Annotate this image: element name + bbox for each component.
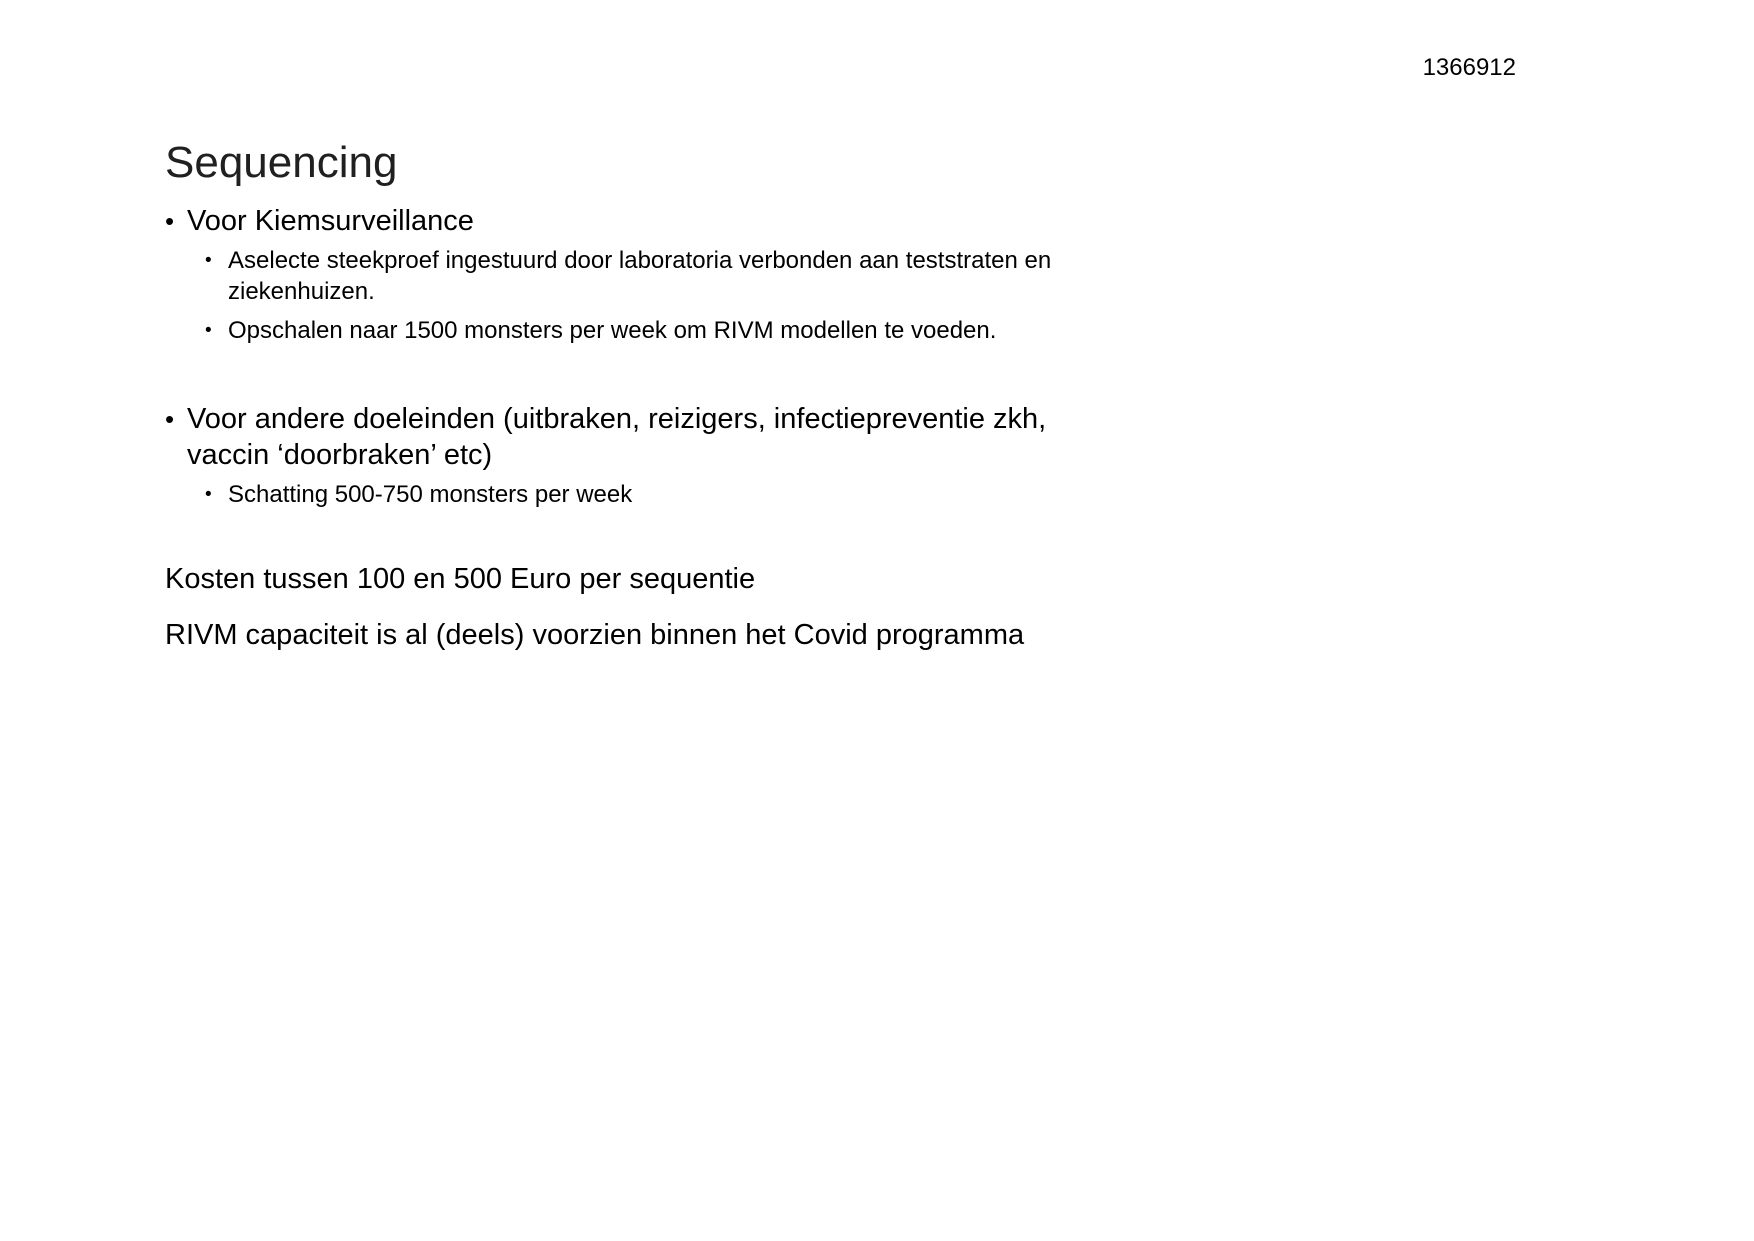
spacer xyxy=(165,355,1265,401)
bullet-marker: • xyxy=(165,205,175,236)
bullet-item xyxy=(165,203,1265,239)
paragraph-rivm-capaciteit: RIVM capaciteit is al (deels) voorzien binnen het Covid programma xyxy=(165,618,1025,651)
sub-bullet-item xyxy=(205,245,1265,307)
sub-bullet-list xyxy=(205,245,1265,347)
bullet-marker: • xyxy=(205,249,212,271)
bullet-group-kiemsurveillance xyxy=(165,203,1265,347)
bullet-group-andere-doeleinden xyxy=(165,401,1265,511)
sub-bullet-item xyxy=(205,315,1265,346)
sub-bullet-text: Aselecte steekproef ingestuurd door laboratoria verbonden aan teststraten en ziekenhuizen. xyxy=(228,246,1052,306)
sub-bullet-item xyxy=(205,479,1265,510)
bullet-text: Voor Kiemsurveillance xyxy=(187,204,474,237)
sub-bullet-text: Schatting 500-750 monsters per week xyxy=(228,481,633,509)
sub-bullet-list xyxy=(205,479,1265,510)
sub-bullet-text: Opschalen naar 1500 monsters per week om RIVM modellen te voeden. xyxy=(228,317,997,345)
document-number: 1366912 xyxy=(1422,54,1516,81)
bullet-marker: • xyxy=(205,320,212,342)
bullet-marker: • xyxy=(205,484,212,506)
bullet-marker: • xyxy=(165,403,175,434)
spacer xyxy=(165,519,1265,561)
bullet-text: Voor andere doeleinden (uitbraken, reizigers, infectiepreventie zkh, vaccin ‘doorbraken’ etc) xyxy=(187,402,1047,471)
slide-content xyxy=(165,138,1265,673)
paragraph-kosten: Kosten tussen 100 en 500 Euro per sequentie xyxy=(165,562,756,595)
bullet-item xyxy=(165,401,1265,474)
page-title: Sequencing xyxy=(165,138,398,187)
